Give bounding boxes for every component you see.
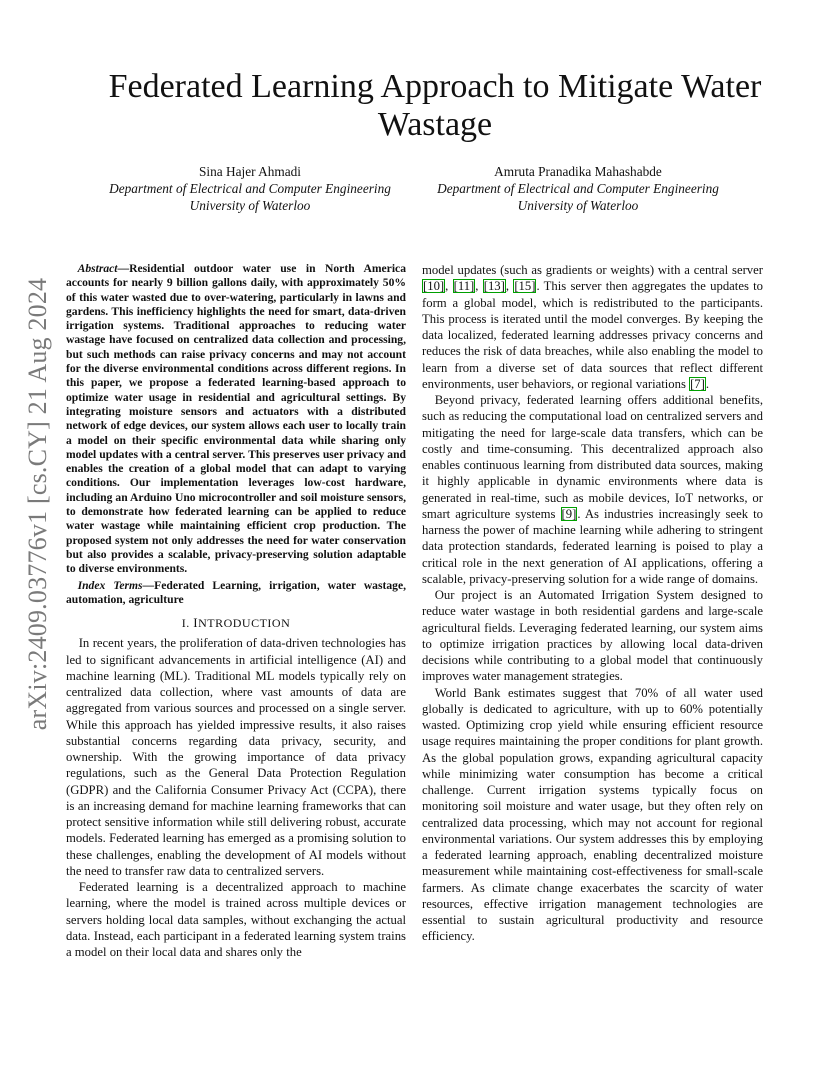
citation-link[interactable]: [11] xyxy=(453,279,475,294)
paragraph-text: . This server then aggregates the updates to form a global model, which is redistributed to the participants. This process is iterated until the model converges. By keeping the data localized, federated learning addresses privacy concerns and reduces the risk of data breaches, while also enabling the model to learn from a diverse set of data sources that reflect different environments, user behaviors, or regional variations xyxy=(422,279,764,391)
paragraph-text: model updates (such as gradients or weights) with a central server xyxy=(422,263,763,277)
paper-title: Federated Learning Approach to Mitigate Water Wastage xyxy=(108,68,762,143)
index-terms-label: Index Terms xyxy=(77,578,143,592)
abstract-label: Abstract xyxy=(77,262,118,275)
paragraph xyxy=(422,392,763,587)
author-name: Amruta Pranadika Mahashabde xyxy=(494,164,662,179)
paragraph-text: Beyond privacy, federated learning offers additional benefits, such as reducing the computational load on centralized servers and mitigating the need for large-scale data transfers, which can be costly and time-consuming. This decentralized approach also enables continuous learning from distributed data sources, making it highly applicable in dynamic environments where data is generated in real-time, such as mobile devices, IoT networks, or smart agriculture systems xyxy=(422,393,763,521)
citation-link[interactable]: [7] xyxy=(690,376,705,391)
left-column xyxy=(66,262,406,960)
arxiv-identifier-text: arXiv:2409.03776v1 [cs.CY] 21 Aug 2024 xyxy=(23,277,52,731)
citation-link[interactable]: [9] xyxy=(561,506,577,521)
author-university: University of Waterloo xyxy=(517,198,639,213)
author-university: University of Waterloo xyxy=(189,198,311,213)
section-heading xyxy=(66,615,406,631)
abstract-text: —Residential outdoor water use in North America accounts for nearly 9 billion gallons daily, with approximately 50% of this water wasted due to over-watering, particularly in lawns and gardens. This inefficiency highlights the need for smart, data-driven irrigation systems. Traditional approaches to reducing water wastage have focused on centralized data collection and processing, but such methods can raise privacy concerns and may not account for the diverse environmental conditions across different regions. In this paper, we propose a federated learning-based approach to optimize water usage in residential and agricultural settings. By integrating moisture sensors and actuators with a distributed network of edge devices, our system allows each user to locally train a model on their specific environmental data while sharing only model updates with a central server. This preserves user privacy and enables the creation of a global model that can adapt to varying conditions. Our implementation leverages low-cost hardware, including an Arduino Uno microcontroller and soil moisture sensors, to demonstrate how federated learning can be applied to reduce water wastage while maintaining efficient crop production. The proposed system not only addresses the need for water conservation but also provides a scalable, privacy-preserving solution adaptable to diverse environments. xyxy=(66,262,406,576)
section-number: I. xyxy=(181,616,190,631)
citation-link[interactable]: [15] xyxy=(514,279,536,294)
author-department: Department of Electrical and Computer Engineering xyxy=(437,181,719,196)
citation-link[interactable]: [13] xyxy=(483,279,505,294)
citation-link[interactable]: [10] xyxy=(423,279,445,294)
section-title-rest: NTRODUCTION xyxy=(198,616,291,631)
paragraph: model updates (such as gradients or weights) with a central server [10], [11], [13], [15]. This server then aggregates the updates to form a global model, which is redistributed to the participants. This process is iterated until the model converges. By keeping the data localized, federated learning addresses privacy concerns and reduces the risk of data breaches, while also enabling the model to learn from a diverse set of data sources that reflect different environments, user behaviors, or regional variations [7]. xyxy=(422,263,764,391)
paragraph: In recent years, the proliferation of data-driven technologies has led to significant advancements in artificial intelligence (AI) and machine learning (ML). Traditional ML models typically rely on centralized data collection, where vast amounts of data are aggregated from various sources and processed on a single server. While this approach has yielded impressive results, it also raises substantial concerns regarding data privacy, security, and ownership. With the growing importance of data privacy regulations, such as the General Data Protection Regulation (GDPR) and the California Consumer Privacy Act (CCPA), there is an increasing demand for machine learning frameworks that can protect sensitive information while still delivering robust, accurate models. Federated learning has emerged as a promising solution to these challenges, enabling the development of AI models without the need to transfer raw data to centralized servers. xyxy=(66,636,406,878)
paragraph: World Bank estimates suggest that 70% of all water used globally is dedicated to agriculture, with up to 60% potentially wasted. Optimizing crop yield while ensuring efficient resource usage requires maintaining the proper conditions for plant growth. As the global population grows, expanding agricultural capacity while minimizing water consumption has become a critical challenge. Current irrigation systems typically focus on monitoring soil moisture and water usage, but they often rely on centralized data processing, which may not account for regional environmental variations. Our system addresses this by employing a federated learning approach, enabling decentralized moisture measurement while maintaining cost-effectiveness for small-scale farmers. As climate change exacerbates the scarcity of water resources, effective irrigation management technologies are essential to sustain agricultural productivity and resource efficiency. xyxy=(422,685,763,944)
author-block-2 xyxy=(420,163,736,214)
paragraph: Federated learning is a decentralized approach to machine learning, where the model is trained across multiple devices or servers holding local data samples, without exchanging the actual data. Instead, each participant in a federated learning system trains a model on their local data and shares only the xyxy=(66,880,406,960)
index-terms-text: —Federated Learning, irrigation, water wastage, automation, agriculture xyxy=(66,578,406,606)
index-terms xyxy=(66,579,406,608)
paragraph-text: . As industries increasingly seek to harness the power of machine learning while adhering to stringent data protection standards, federated learning is poised to play a critical role in the next generation of AI applications, offering a scalable, privacy-preserving solution for a wide range of domains. xyxy=(422,506,763,586)
arxiv-identifier xyxy=(18,278,58,730)
author-block-1 xyxy=(92,163,408,214)
paragraph: Our project is an Automated Irrigation System designed to reduce water wastage in both residential gardens and large-scale agricultural fields. Leveraging federated learning, our system aims to optimize irrigation practices by allowing local data-driven decisions while contributing to a global model that continuously improves water management strategies. xyxy=(422,588,763,684)
right-column xyxy=(422,262,763,945)
abstract xyxy=(66,262,406,577)
author-name: Sina Hajer Ahmadi xyxy=(199,164,301,179)
section-title-initial: I xyxy=(193,615,199,631)
author-department: Department of Electrical and Computer Engineering xyxy=(109,181,391,196)
